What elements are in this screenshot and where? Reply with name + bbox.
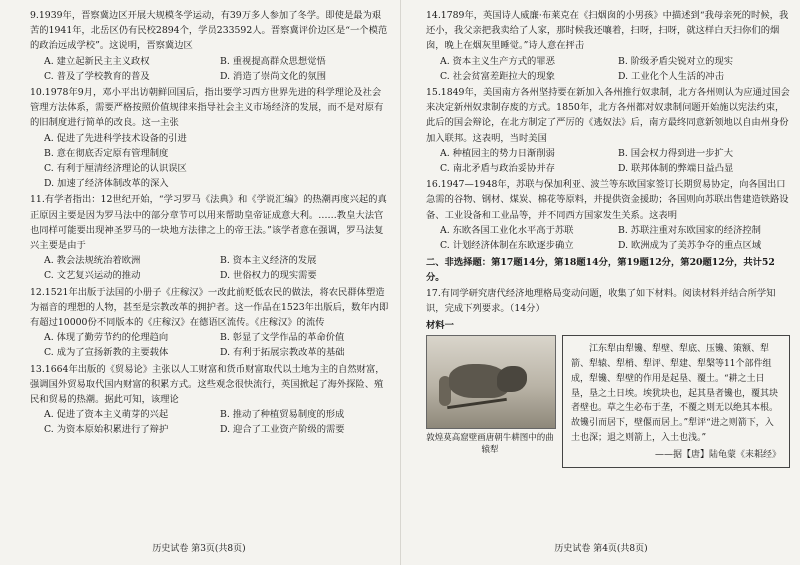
option-a: A. 种植园主的势力日渐削弱 bbox=[440, 147, 555, 159]
option-b: B. 阶级矛盾尖锐对立的现实 bbox=[618, 55, 734, 67]
option-d: D. 加速了经济体制改革的深入 bbox=[44, 178, 169, 190]
option-b: B. 苏联注重对东欧国家的经济控制 bbox=[618, 224, 761, 236]
options bbox=[426, 146, 790, 176]
material-label: 材料一 bbox=[426, 320, 454, 332]
quote-box bbox=[562, 335, 790, 467]
option-b: B. 彰显了文学作品的革命价值 bbox=[220, 332, 345, 344]
question-12 bbox=[30, 285, 390, 361]
option-c: C. 文艺复兴运动的推动 bbox=[44, 270, 141, 282]
option-d: D. 工业化个人生活的冲击 bbox=[618, 70, 725, 82]
options bbox=[426, 223, 790, 253]
option-d: D. 有利于拓展宗教改革的基础 bbox=[220, 347, 345, 359]
question-13 bbox=[30, 362, 390, 438]
left-page bbox=[0, 0, 398, 565]
question-stem: 13.1664年出版的《贸易论》主张以人工财富和货币财富取代以土地为主的自然财富，强调国外贸易取代国内财富的积累方式。这些观念很快流行，英国掀起了海外探险、殖民和贸易的热潮。据此可知，该理论 bbox=[30, 363, 385, 406]
option-c: C. 为资本原始积累进行了辩护 bbox=[44, 424, 169, 436]
question-15 bbox=[426, 85, 790, 176]
options bbox=[30, 54, 390, 84]
option-d: D. 迎合了工业资产阶级的需要 bbox=[220, 424, 345, 436]
option-a: A. 体现了勤劳节约的伦理趋向 bbox=[44, 332, 169, 344]
option-a: A. 资本主义生产方式的罪恶 bbox=[440, 55, 555, 67]
question-9 bbox=[30, 8, 390, 84]
question-stem: 12.1521年出版于法国的小册子《庄稼汉》一改此前贬低农民的做法，将农民群体塑造为福音的理想的人物，甚至是宗教改革的拥护者。这一作品在1523年出版后，数年内即有超过10000份不同版本的《庄稼汉》在德语区流传。《庄稼汉》的流传 bbox=[30, 286, 389, 329]
option-d: D. 消造了崇尚文化的氛围 bbox=[220, 70, 327, 82]
option-c: C. 社会贫富差距拉大的现象 bbox=[440, 70, 555, 82]
option-d: D. 欧洲成为了美苏争夺的重点区域 bbox=[618, 240, 762, 252]
option-c: C. 成为了宣扬新教的主要载体 bbox=[44, 347, 169, 359]
option-d: D. 联邦体制的弊端日益凸显 bbox=[618, 163, 734, 175]
option-b: B. 资本主义经济的发展 bbox=[220, 255, 317, 267]
options bbox=[30, 131, 390, 192]
question-stem: 14.1789年，英国诗人威廉·布莱克在《扫烟囱的小男孩》中描述到“我母亲死的时候，我还小，我父亲把我卖给了人家，那时候我还嚷着，扫呀，扫呀，就这样白天扫你们的烟囱，晚上在烟灰里睡觉。”诗人意在抨击 bbox=[426, 10, 789, 52]
option-a: A. 东欧各国工业化水平高于苏联 bbox=[440, 224, 574, 236]
question-14 bbox=[426, 8, 790, 84]
mural-caption: 敦煌莫高窟壁画唐朝牛耕图中的曲辕犁 bbox=[426, 433, 554, 456]
option-c: C. 计划经济体制在东欧逐步确立 bbox=[440, 240, 574, 252]
option-a: A. 教会法规统治着欧洲 bbox=[44, 255, 141, 267]
option-b: B. 意在彻底否定原有管理制度 bbox=[44, 147, 169, 159]
question-stem: 10.1978年9月，邓小平出访朝鲜回国后，指出要学习西方世界先进的科学理论及社会管理方法体系，需要严格按照价值规律来指导社会主义市场经济的发展，而不是对原有的旧制度进行简单的改良。这一主张 bbox=[30, 87, 384, 129]
option-c: C. 南北矛盾与政治妥协并存 bbox=[440, 163, 555, 175]
option-a: A. 建立起新民主主义政权 bbox=[44, 55, 150, 67]
question-10 bbox=[30, 85, 390, 191]
option-b: B. 重视提高群众思想觉悟 bbox=[220, 55, 326, 67]
option-c: C. 有利于厘清经济理论的认识误区 bbox=[44, 163, 187, 175]
options bbox=[30, 253, 390, 283]
question-11 bbox=[30, 192, 390, 283]
right-page bbox=[402, 0, 800, 565]
option-b: B. 国会权力得到进一步扩大 bbox=[618, 147, 734, 159]
option-b: B. 推动了种植贸易制度的形成 bbox=[220, 409, 345, 421]
option-a: A. 促进了资本主义萌芽的兴起 bbox=[44, 409, 169, 421]
question-stem: 16.1947—1948年，苏联与保加利亚、波兰等东欧国家签订长期贸易协定，向各国出口急需的谷物、钢材、煤炭、棉花等原料，并提供资金援助；各国则向苏联出售建造铁路设备、工业设备和工业品等，并不同西方国家发生关系。这表明 bbox=[426, 179, 789, 221]
question-16 bbox=[426, 177, 790, 253]
material-one bbox=[426, 335, 790, 467]
quote-text: 江东犁由犁镵、犁壁、犁底、压镵、策额、犁箭、犁辕、犁梢、犁评、犁建、犁槃等11个部件组成，犁镵、犁壁的作用是起垦、覆土。“耕之土日垦，垦之土日埃。埃犹块也，起其垦者镵也，覆其块者壁也。草之生必布于垄，不覆之则无以绝其本根。故镵引而居下，壁偃而居上。”犁评“进之则箭下，入土也深；退之则箭上，入土也浅。” bbox=[571, 344, 779, 444]
section-heading: 二、非选择题：第17题14分，第18题14分，第19题12分，第20题12分，共计52分。 bbox=[426, 257, 775, 284]
options bbox=[30, 330, 390, 360]
page-divider bbox=[400, 0, 401, 565]
question-stem: 11.有学者指出：12世纪开始，“学习罗马《法典》和《学说汇编》的热潮再度兴起的真正原因主要是因为罗马法中的部分章节可以用来帮助皇帝证成意大利。……教皇大法官也同样可能要出现神圣罗马的一块地方法律之上的帝王法。”该学者意在强调，罗马法复兴主要是由于 bbox=[30, 194, 387, 252]
question-stem: 9.1939年，晋察冀边区开展大规模冬学运动，有39万多人参加了冬学。即使是最为艰苦的1941年，北岳区仍有民校2894个，学员233592人。晋察冀评价边区是“一个模范的政治远成学校”。这说明，晋察冀边区 bbox=[30, 10, 388, 52]
options bbox=[30, 407, 390, 437]
option-a: A. 促进了先进科学技术设备的引进 bbox=[44, 132, 187, 144]
page-footer: 历史试卷 第4页(共8页) bbox=[554, 543, 648, 554]
option-d: D. 世俗权力的现实需要 bbox=[220, 270, 317, 282]
question-stem: 15.1849年，美国南方各州坚持要在新加入各州推行奴隶制，北方各州则认为应通过国会来决定新州奴隶制存废的方式。1850年，北方各州都对奴隶制问题开始施以宪法约束，此后的国会辩论，在北方制定了严厉的《逃奴法》后，南方最终同意新领地以自由州身份加入联邦。这表明，当时美国 bbox=[426, 87, 790, 144]
quote-source: ——据【唐】陆龟蒙《耒耜经》 bbox=[654, 449, 781, 460]
question-17-stem: 17.有同学研究唐代经济地理格局变动问题，收集了如下材料。阅读材料并结合所学知识，完成下列要求。（14分） bbox=[426, 287, 776, 314]
page-footer: 历史试卷 第3页(共8页) bbox=[152, 543, 246, 554]
option-c: C. 普及了学校教育的普及 bbox=[44, 70, 150, 82]
options bbox=[426, 54, 790, 84]
mural-image bbox=[426, 335, 556, 429]
mural-figure bbox=[426, 335, 554, 467]
